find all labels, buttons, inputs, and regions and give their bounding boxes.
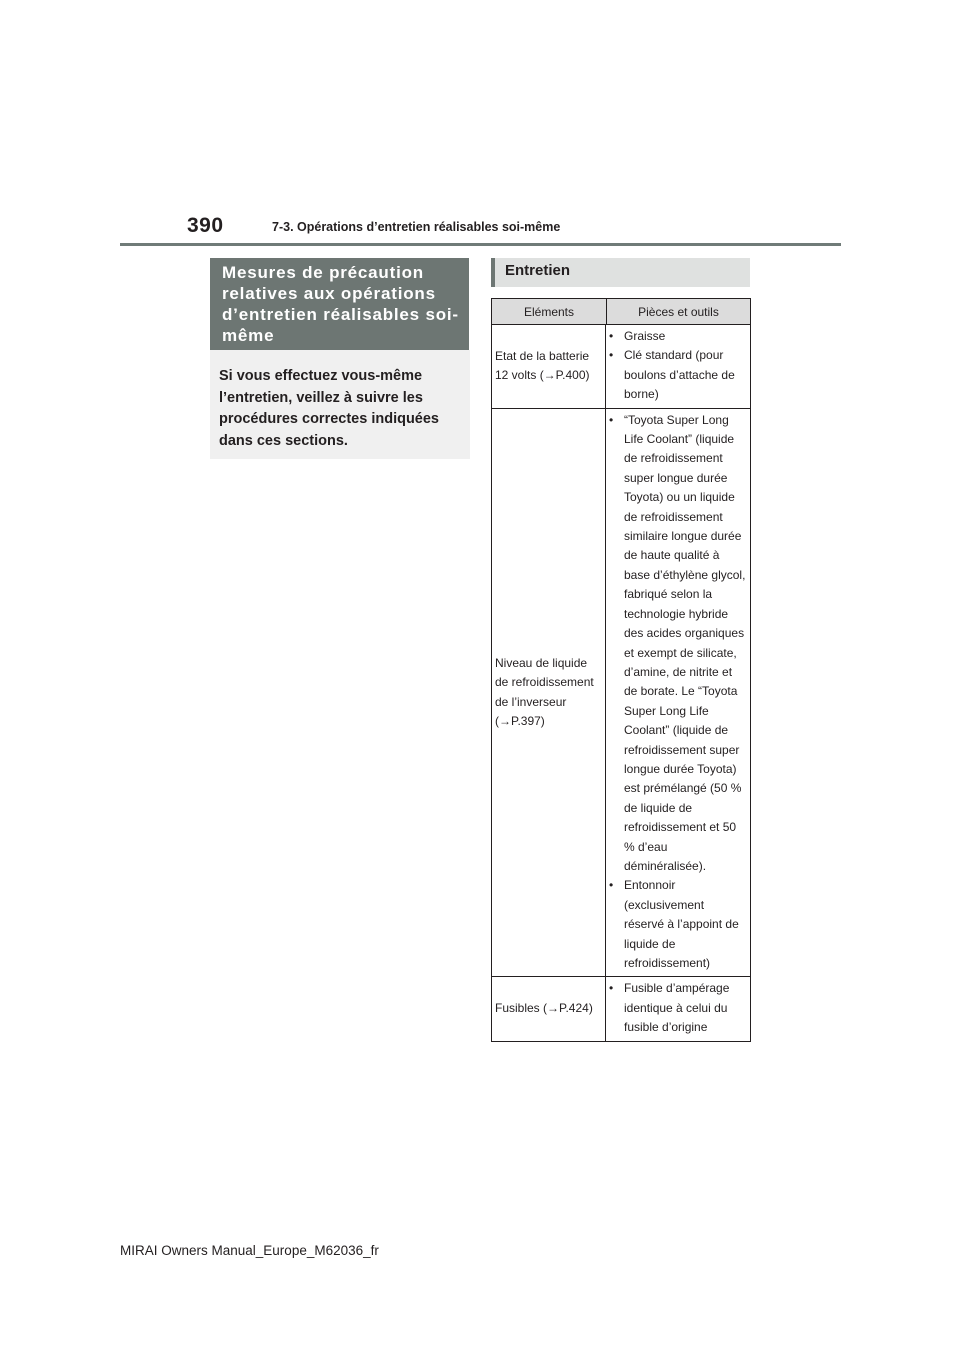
item-text: Niveau de liquide de refroidissement de l’inverseur (→P.397)	[495, 655, 594, 728]
list-item-text: Graisse	[624, 329, 666, 343]
item-cell	[492, 325, 606, 408]
table-row	[492, 977, 750, 1040]
bullet-icon: •	[609, 329, 614, 343]
intro-text: Si vous effectuez vous-même l’entretien, veillez à suivre les procédures correctes indiquées dans ces sections.	[219, 368, 439, 449]
page-number: 390	[187, 214, 224, 237]
table-row	[492, 325, 750, 409]
column-header-parts: Pièces et outils	[638, 304, 719, 319]
column-header-items: Eléments	[492, 299, 607, 324]
item-cell	[492, 409, 606, 977]
list-item	[609, 327, 747, 346]
header-rule	[120, 243, 841, 246]
item-text: Fusibles (→P.424)	[495, 1001, 593, 1016]
parts-cell	[606, 977, 749, 1040]
right-title-box	[491, 258, 750, 287]
maintenance-table	[491, 298, 751, 1042]
precaution-title: Mesures de précaution relatives aux opérations d’entretien réalisables soi-même	[222, 263, 459, 345]
parts-cell	[606, 325, 749, 408]
bullet-icon: •	[609, 412, 614, 427]
item-text: Etat de la batterie 12 volts (→P.400)	[495, 348, 590, 383]
list-item	[609, 876, 747, 973]
list-item	[609, 411, 747, 877]
parts-cell	[606, 409, 749, 977]
table-header	[492, 299, 750, 325]
list-item	[609, 979, 747, 1037]
list-item-text: Entonnoir (exclusivement réservé à l’appoint de liquide de refroidissement)	[624, 878, 739, 970]
bullet-icon: •	[609, 348, 614, 363]
bullet-icon: •	[609, 981, 614, 996]
item-cell	[492, 977, 606, 1040]
list-item-text: Fusible d’ampérage identique à celui du fusible d’origine	[624, 981, 730, 1035]
footer-text: MIRAI Owners Manual_Europe_M62036_fr	[120, 1243, 379, 1258]
left-title-box	[210, 258, 469, 350]
intro-box	[210, 350, 470, 459]
bullet-icon: •	[609, 878, 614, 893]
list-item-text: “Toyota Super Long Life Coolant” (liquide de refroidissement super longue durée Toyota) ou un liquide de refroidissement similaire longue durée de haute qualité à base d’éthylène glycol, fabriqué selon la technologie hybride des acides organiques et exempt de silicate, d’amine, de nitrite et de borate. Le “Toyota Super Long Life Coolant” (liquide de refroidissement super longue durée Toyota) est prémélangé (50 % de liquide de refroidissement et 50 % d’eau déminéralisée).	[624, 412, 746, 873]
table-row	[492, 409, 750, 978]
list-item	[609, 346, 747, 404]
list-item-text: Clé standard (pour boulons d’attache de borne)	[624, 348, 735, 402]
maintenance-title: Entretien	[505, 262, 571, 279]
section-title: 7-3. Opérations d’entretien réalisables soi-même	[272, 220, 561, 234]
title-accent-bar	[491, 258, 495, 287]
